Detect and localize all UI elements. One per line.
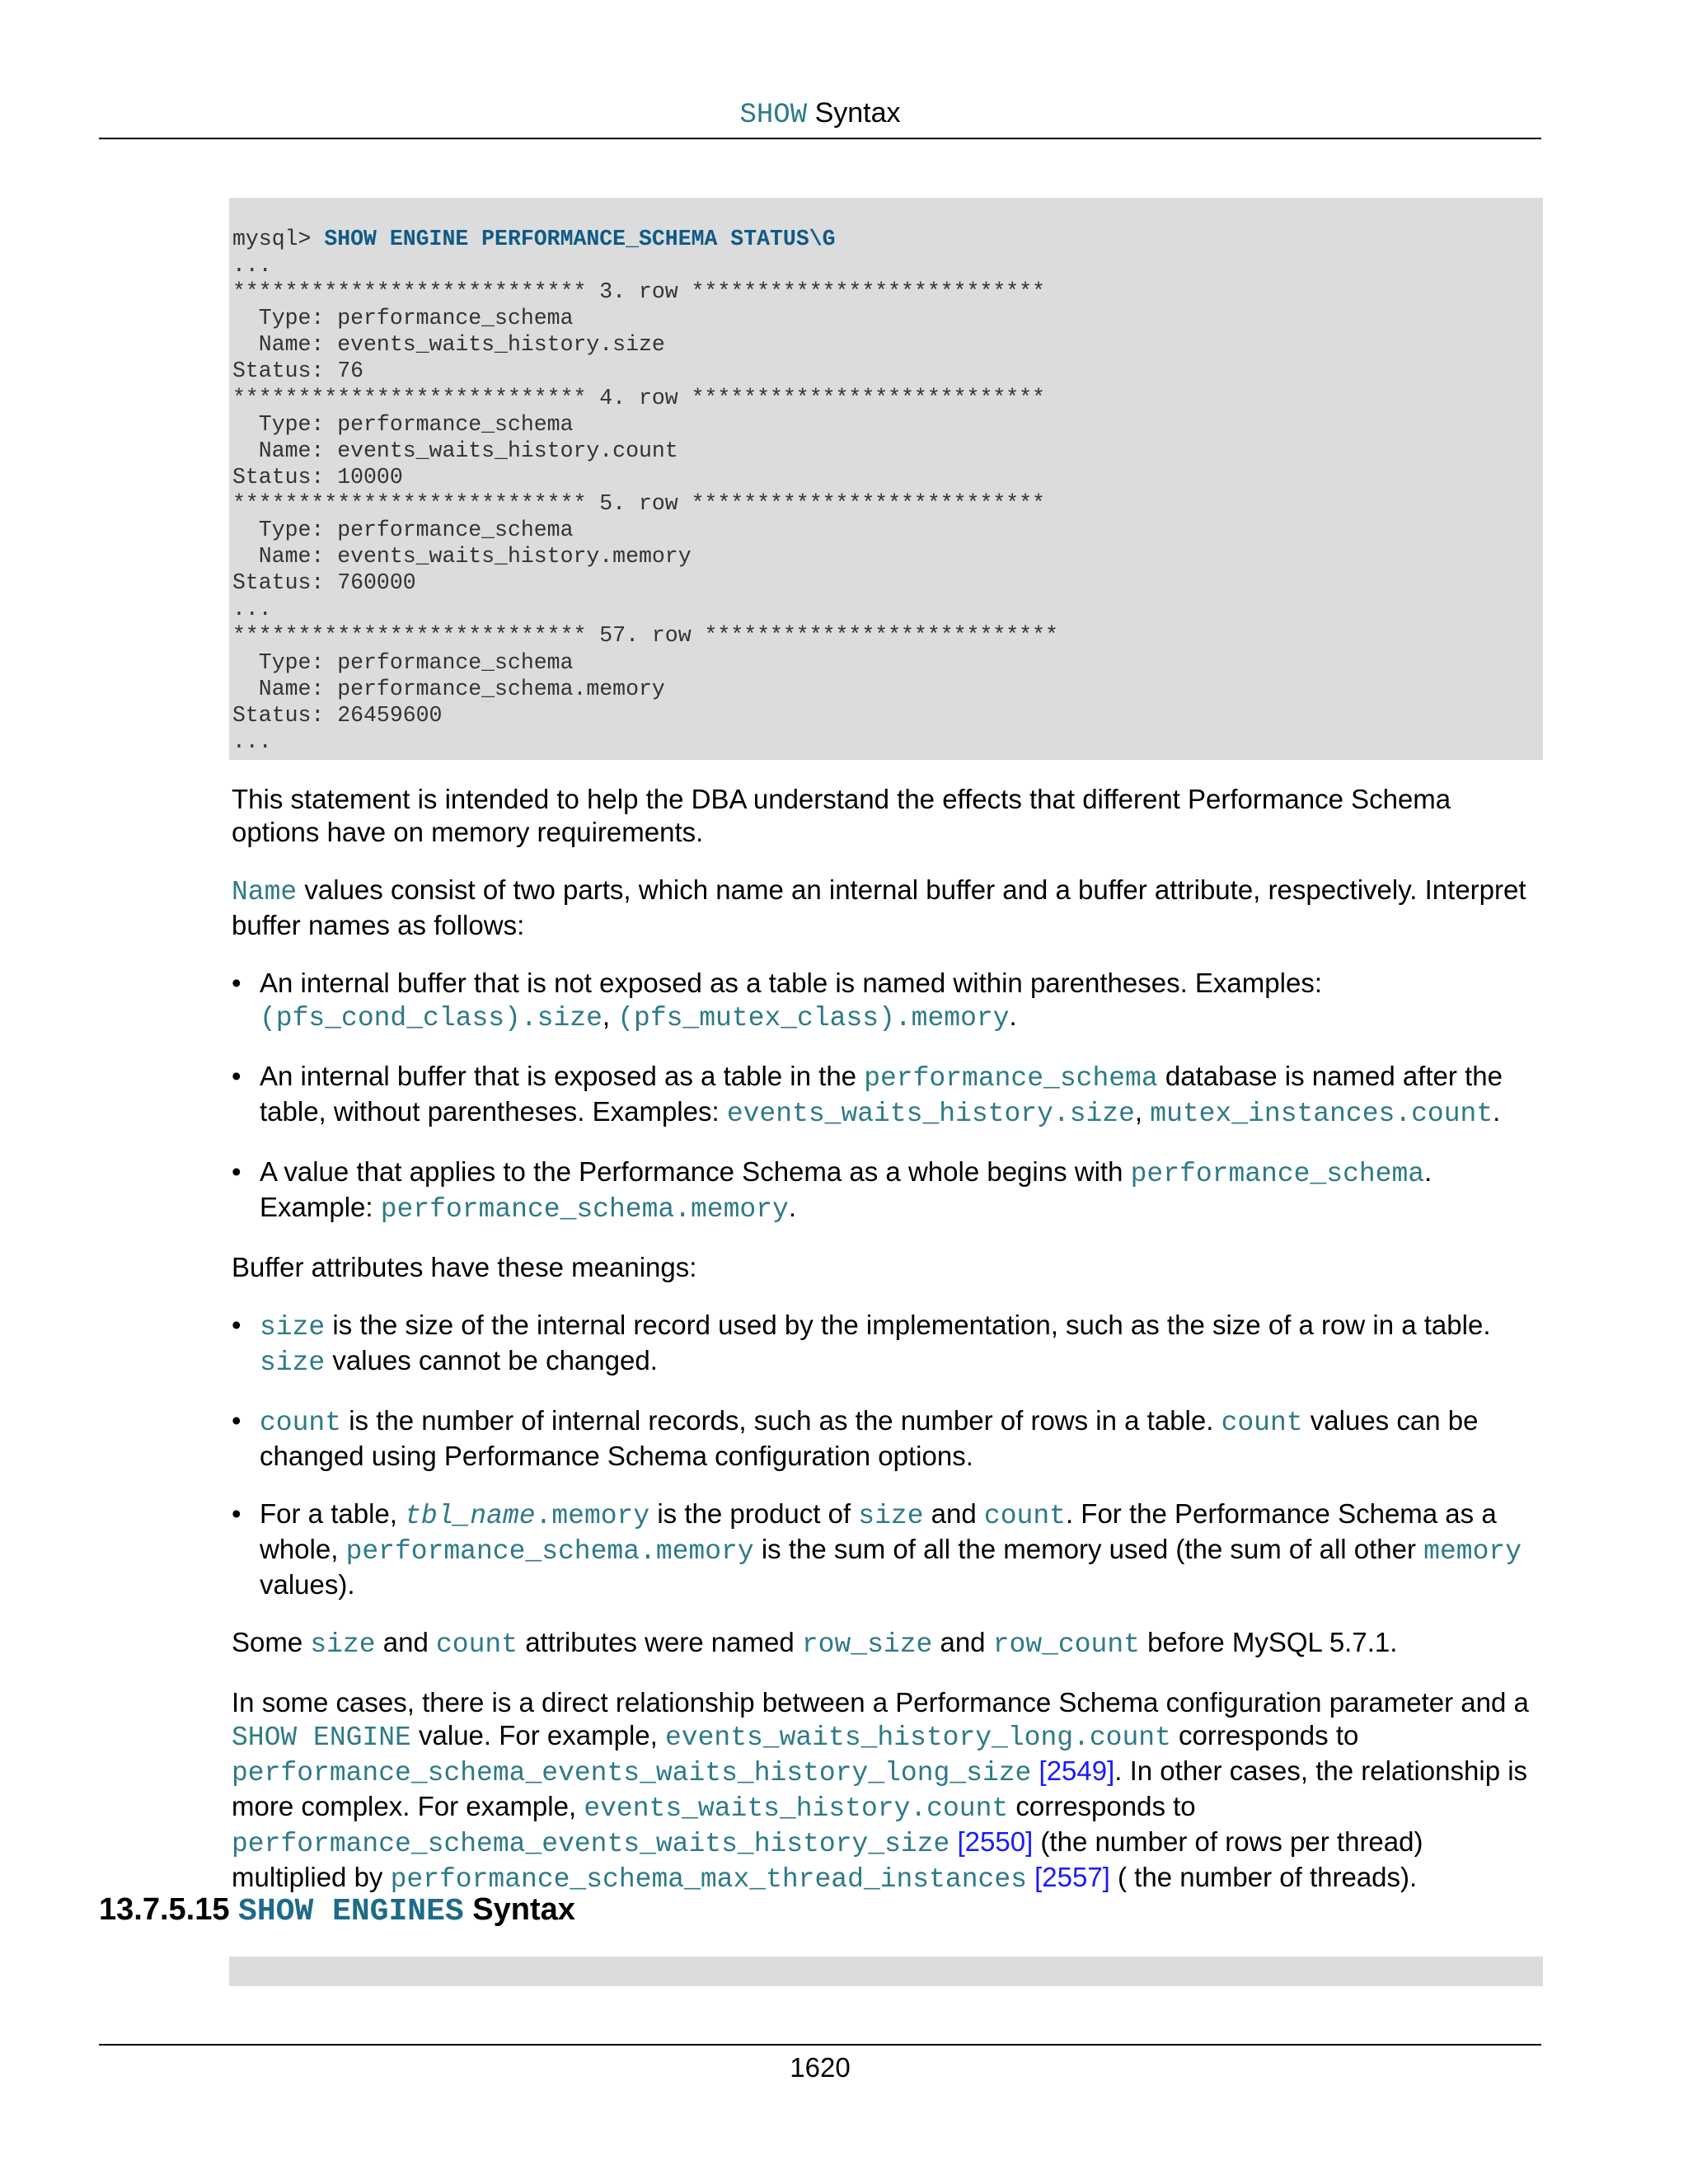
code-prompt: mysql> (232, 227, 325, 251)
code-inline: performance_schema (1130, 1159, 1425, 1189)
code-inline: (pfs_cond_class).size (260, 1003, 603, 1033)
list-text: . (788, 1192, 796, 1222)
page-reference-link[interactable]: [2557] (1034, 1862, 1110, 1892)
list-text: is the sum of all the memory used (the sum of all other (753, 1534, 1424, 1564)
buffer-names-list (232, 967, 1544, 1226)
code-inline: row_count (992, 1629, 1140, 1660)
list-text: values). (260, 1569, 355, 1600)
code-inline: count (260, 1408, 342, 1438)
list-text: . (1493, 1096, 1501, 1127)
paragraph-text: ( the number of threads). (1109, 1862, 1418, 1892)
list-text: and (923, 1498, 984, 1529)
list-text: database is named after the table, without parentheses. Examples: (260, 1061, 1503, 1127)
section-title-text: Syntax (463, 1892, 575, 1927)
buffer-attributes-list (232, 1309, 1544, 1601)
list-text: A value that applies to the Performance Schema as a whole begins with (260, 1156, 1131, 1187)
code-block-empty (229, 1957, 1543, 1986)
header-text: Syntax (814, 97, 901, 129)
list-text: An internal buffer that is exposed as a table in the (260, 1061, 865, 1091)
paragraph-text: and (375, 1627, 436, 1657)
list-item (232, 1155, 1544, 1226)
code-inline: events_waits_history.count (584, 1793, 1009, 1824)
list-item (232, 1060, 1544, 1131)
code-inline: .memory (535, 1501, 650, 1531)
paragraph-intro: This statement is intended to help the DBA understand the effects that different Performance Schema options have on memory requirements. (232, 784, 1451, 847)
list-text: is the product of (649, 1498, 859, 1529)
list-item (232, 967, 1544, 1035)
code-inline: mutex_instances.count (1150, 1099, 1493, 1129)
code-inline-italic: tbl_name (405, 1501, 536, 1531)
code-inline: count (436, 1629, 518, 1660)
header-code: SHOW (739, 100, 808, 131)
paragraph-attributes: Buffer attributes have these meanings: (232, 1252, 697, 1282)
list-item (232, 1404, 1544, 1473)
code-inline: performance_schema.memory (345, 1536, 754, 1567)
code-inline: count (1221, 1408, 1303, 1438)
paragraph-text: . In other cases, the relationship is more complex. For example, (232, 1755, 1528, 1821)
list-text: , (1134, 1096, 1151, 1127)
list-text: . (1009, 1001, 1017, 1031)
list-text: . Example: (260, 1156, 1432, 1222)
paragraph-text: before MySQL 5.7.1. (1139, 1627, 1398, 1657)
paragraph-text: (the number of rows per thread) multiplied by (232, 1826, 1423, 1892)
list-text: is the size of the internal record used by the implementation, such as the size of a row in a table. (325, 1310, 1491, 1340)
list-text: An internal buffer that is not exposed as a table is named within parentheses. Examples: (260, 968, 1322, 998)
code-link[interactable]: performance_schema_events_waits_history_long_size (232, 1758, 1032, 1788)
list-item (232, 1309, 1544, 1380)
code-command: SHOW ENGINE PERFORMANCE_SCHEMA STATUS\G (324, 227, 836, 251)
page-reference-link[interactable]: [2550] (957, 1826, 1034, 1857)
page-reference-link[interactable]: [2549] (1039, 1755, 1115, 1786)
code-listing (232, 226, 1543, 755)
paragraph-text: attributes were named (518, 1627, 802, 1657)
code-inline: performance_schema.memory (380, 1194, 789, 1225)
list-text: For a table, (260, 1498, 406, 1529)
paragraph-text: Some (232, 1627, 311, 1657)
code-inline: size (260, 1312, 326, 1343)
code-link[interactable]: performance_schema_max_thread_instances (390, 1864, 1027, 1895)
footer-rule (99, 2044, 1541, 2046)
code-inline: memory (1423, 1536, 1522, 1567)
code-inline: events_waits_history.size (726, 1099, 1135, 1129)
paragraph-text: values consist of two parts, which name an internal buffer and a buffer attribute, respectively. Interpret buffer names as follows: (232, 874, 1526, 940)
paragraph-text: corresponds to (1170, 1720, 1359, 1750)
code-inline: events_waits_history_long.count (664, 1722, 1171, 1753)
code-inline: count (983, 1501, 1066, 1531)
paragraph-text: value. For example, (410, 1720, 665, 1750)
code-output: ... *************************** 3. row *************************** Type: performance_schema Name: events_waits_history.size Status: 76 *************************** 4. row *************************** Type: performance_schema Name: events_waits_history.count Status: 10000 *************************** 5. row *************************** Type: performance_schema Name: events_waits_history.memory Status: 760000 ... *************************** 57. row *************************** Type: performance_schema Name: performance_schema.memory Status: 26459600 ... (232, 253, 1058, 754)
header-rule (99, 138, 1541, 139)
paragraph-renamed (232, 1626, 1544, 1661)
main-content (232, 783, 1544, 1921)
list-text: . For the Performance Schema as a whole, (260, 1498, 1497, 1564)
paragraph-text: In some cases, there is a direct relationship between a Performance Schema configuration parameter and a (232, 1687, 1529, 1718)
page-number: 1620 (790, 2052, 851, 2083)
code-inline: performance_schema (864, 1063, 1158, 1094)
page-header (0, 97, 1640, 131)
list-text: is the number of internal records, such as the number of rows in a table. (341, 1405, 1221, 1436)
code-link[interactable]: performance_schema_events_waits_history_size (232, 1829, 950, 1859)
section-code: SHOW ENGINES (238, 1894, 464, 1929)
code-inline: (pfs_mutex_class).memory (617, 1003, 1010, 1033)
paragraph-text: and (932, 1627, 993, 1657)
code-block (229, 198, 1543, 760)
list-item (232, 1497, 1544, 1601)
paragraph-name-values (232, 874, 1544, 942)
code-inline: row_size (801, 1629, 933, 1660)
list-text: values cannot be changed. (325, 1345, 658, 1376)
section-number: 13.7.5.15 (99, 1892, 239, 1927)
paragraph-text: corresponds to (1008, 1791, 1196, 1821)
code-inline: SHOW ENGINE (232, 1722, 411, 1753)
code-inline: size (858, 1501, 924, 1531)
code-inline: Name (232, 877, 298, 907)
code-inline: size (310, 1629, 376, 1660)
paragraph-relationship (232, 1686, 1544, 1896)
section-heading (99, 1892, 575, 1929)
list-text: values can be changed using Performance Schema configuration options. (260, 1405, 1479, 1471)
code-inline: size (260, 1347, 326, 1378)
list-text: , (602, 1001, 618, 1031)
